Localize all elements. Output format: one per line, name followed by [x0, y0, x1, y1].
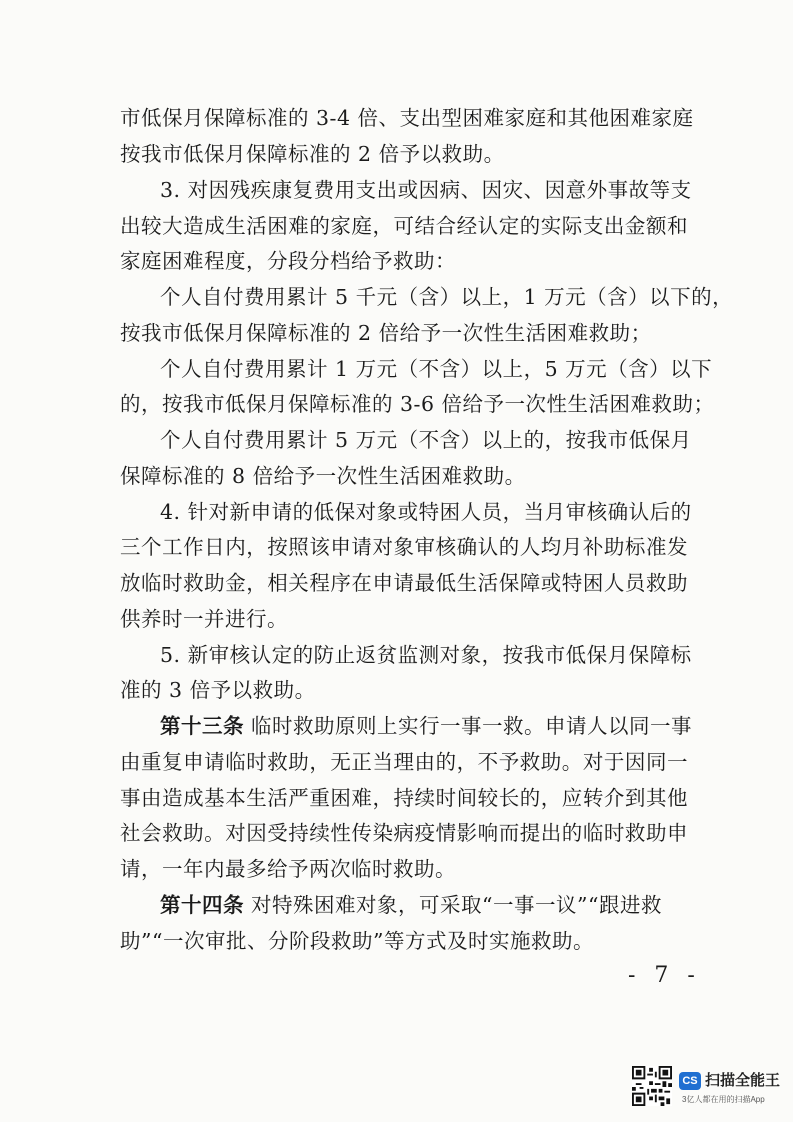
text-line: 3. 对因残疾康复费用支出或因病、因灾、因意外事故等支: [160, 178, 692, 202]
article-14-heading: 第十四条: [160, 893, 244, 917]
text-line: 由重复申请临时救助，无正当理由的，不予救助。对于因同一: [120, 750, 688, 774]
text-line: 事由造成基本生活严重困难，持续时间较长的，应转介到其他: [120, 786, 688, 810]
text-line: 供养时一并进行。: [120, 607, 288, 631]
text-line: 个人自付费用累计 1 万元（不含）以上，5 万元（含）以下: [160, 357, 713, 381]
text-line: 个人自付费用累计 5 千元（含）以上，1 万元（含）以下的，: [160, 285, 734, 309]
text-line: 临时救助原则上实行一事一救。申请人以同一事: [251, 714, 693, 738]
text-line: 请，一年内最多给予两次临时救助。: [120, 857, 456, 881]
scanner-watermark: [632, 1066, 782, 1110]
text-line: 个人自付费用累计 5 万元（不含）以上的，按我市低保月: [160, 428, 692, 452]
text-line: 家庭困难程度，分段分档给予救助：: [120, 249, 456, 273]
text-line: 出较大造成生活困难的家庭，可结合经认定的实际支出金额和: [120, 214, 688, 238]
watermark-brand: 扫描全能王: [705, 1072, 781, 1089]
text-line: 放临时救助金，相关程序在申请最低生活保障或特困人员救助: [120, 571, 688, 595]
text-line: 按我市低保月保障标准的 2 倍给予一次性生活困难救助；: [120, 321, 652, 345]
text-line: 准的 3 倍予以救助。: [120, 678, 316, 702]
qr-code-icon: [632, 1066, 672, 1106]
text-line: 助”“一次审批、分阶段救助”等方式及时实施救助。: [120, 929, 594, 953]
article-13-first-line: [160, 712, 692, 740]
text-line: 三个工作日内，按照该申请对象审核确认的人均月补助标准发: [120, 535, 688, 559]
text-line: 的，按我市低保月保障标准的 3-6 倍给予一次性生活困难救助；: [120, 392, 715, 416]
text-line: 按我市低保月保障标准的 2 倍予以救助。: [120, 142, 505, 166]
text-line: 5. 新审核认定的防止返贫监测对象，按我市低保月保障标: [160, 643, 692, 667]
article-13-heading: 第十三条: [160, 714, 244, 738]
page-number: - 7 -: [628, 963, 701, 988]
text-line: 社会救助。对因受持续性传染病疫情影响而提出的临时救助申: [120, 821, 688, 845]
text-line: 4. 针对新申请的低保对象或特困人员，当月审核确认后的: [160, 500, 692, 524]
text-line: 对特殊困难对象，可采取“一事一议”“跟进救: [251, 893, 662, 917]
text-line: 保障标准的 8 倍给予一次性生活困难救助。: [120, 464, 526, 488]
camscanner-logo-icon: CS: [679, 1072, 701, 1090]
watermark-slogan: 3亿人都在用的扫描App: [682, 1095, 765, 1104]
article-14-first-line: [160, 891, 662, 919]
text-line: 市低保月保障标准的 3-4 倍、支出型困难家庭和其他困难家庭: [120, 106, 694, 130]
